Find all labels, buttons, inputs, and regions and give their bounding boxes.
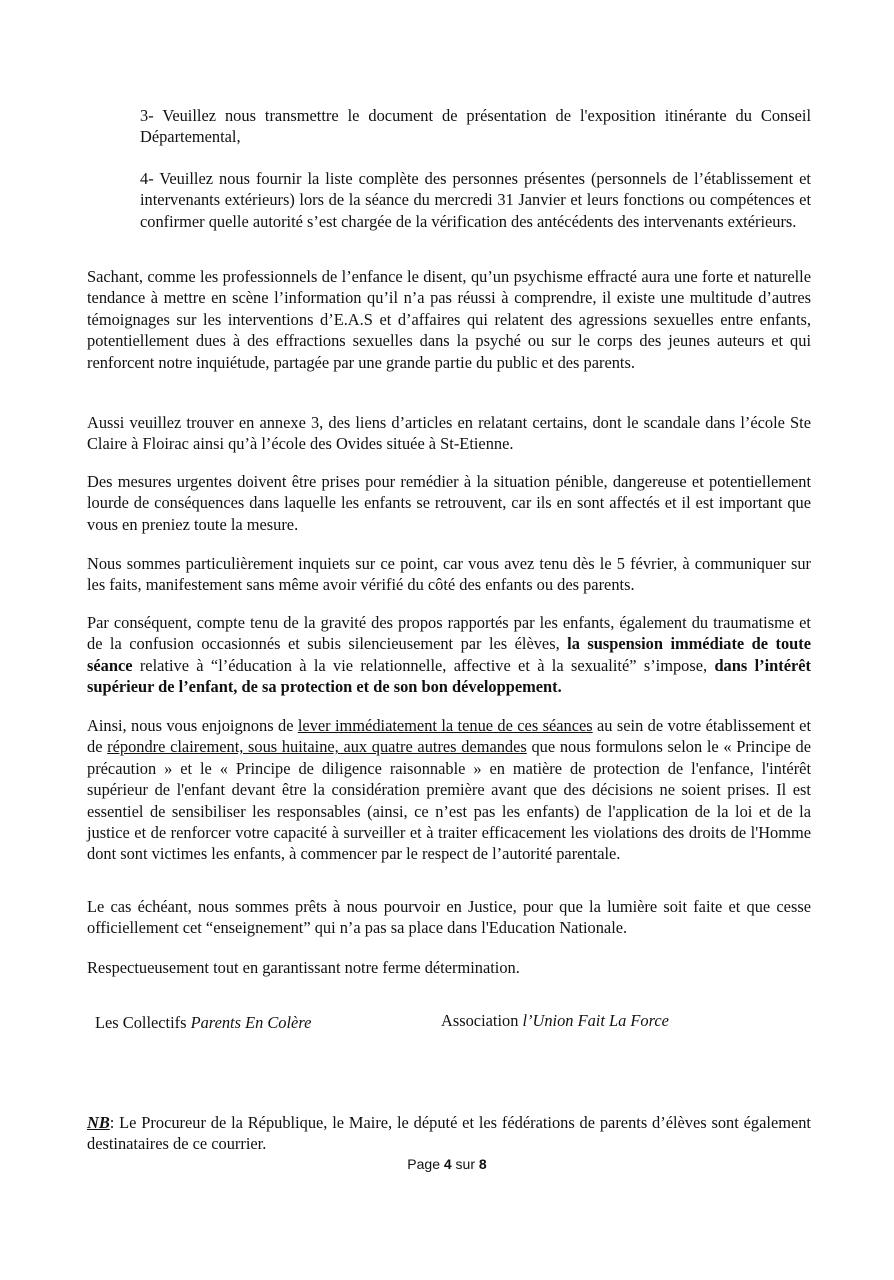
- suspension-bold-interest: dans l’intérêt supérieur de l’enfant, de sa protection et de son bon développement.: [87, 655, 811, 697]
- nb-label: NB: [87, 1113, 110, 1132]
- suspension-text-c: relative à “l’éducation à la vie relationnelle, affective et à la sexualité” s’impose,: [132, 655, 715, 675]
- signature-left-name: Parents En Colère: [190, 1013, 312, 1032]
- suspension-text-a: Par conséquent, compte tenu de la gravité des propos rapportés par les enfants, également du traumatisme et de la confusion occasionnés et subis silencieusement par les élèves,: [87, 613, 811, 654]
- nb-text: : Le Procureur de la République, le Maire, le député et les fédérations de parents d’élèves sont également destinataires de ce courrier.: [87, 1113, 811, 1154]
- paragraph-testimonies: Sachant, comme les professionnels de l’enfance le disent, qu’un psychisme effracté aura une forte et naturelle tendance à mettre en scène l’information qu’il n’a pas réussi à comprendre, il existe une multitude d’autres témoignages sur les interventions d’E.A.S et d’affaires qui relatent des agressions sexuelles entre enfants, potentiellement dues à des effractions sexuelles dans la psyché ou sur le corps des jeunes auteurs et qui renforcent notre inquiétude, partagée par une grande partie du public et des parents.: [87, 267, 811, 372]
- footer-separator: sur: [451, 1156, 479, 1172]
- footer-current-page: 4: [443, 1156, 452, 1172]
- injunction-underline-respond: répondre clairement, sous huitaine, aux quatre autres demandes: [107, 737, 527, 757]
- injunction-text-e: que nous formulons selon le « Principe de précaution » et le « Principe de diligence raisonnable » en matière de protection de l'enfance, l'intérêt supérieur de l'enfant devant être la considération première avant que des décisions ne soient prises. Il est essentiel de sensibiliser les responsables (ainsi, ce n’est pas les enfants) de l'application de la loi et de la justice et de renforcer votre capacité à surveiller et à traiter efficacement les violations des droits de l'Homme dont sont victimes les enfants, à commencer par le respect de l’autorité parentale.: [87, 737, 811, 864]
- footer-total-pages: 8: [478, 1156, 487, 1172]
- signature-right-name: l’Union Fait La Force: [522, 1011, 669, 1030]
- paragraph-closing: Respectueusement tout en garantissant notre ferme détermination.: [87, 958, 520, 977]
- paragraph-concern: Nous sommes particulièrement inquiets sur ce point, car vous avez tenu dès le 5 février, à communiquer sur les faits, manifestement sans même avoir vérifié du côté des enfants ou des parents.: [87, 554, 811, 595]
- paragraph-injunction: [87, 715, 811, 865]
- paragraph-suspension: [87, 612, 811, 698]
- paragraph-urgent-measures: Des mesures urgentes doivent être prises pour remédier à la situation pénible, dangereuse et potentiellement lourde de conséquences dans laquelle les enfants se retrouvent, car ils en sont affectés et il est important que vous en preniez toute la mesure.: [87, 472, 811, 534]
- paragraph-justice: Le cas échéant, nous sommes prêts à nous pourvoir en Justice, pour que la lumière soit faite et que cesse officiellement cet “enseignement” qui n’a pas sa place dans l'Education Nationale.: [87, 897, 811, 938]
- signature-association: [441, 1010, 669, 1031]
- injunction-text-a: Ainsi, nous vous enjoignons de: [87, 716, 298, 735]
- signature-right-prefix: Association: [441, 1011, 523, 1030]
- request-item-3: 3- Veuillez nous transmettre le document de présentation de l'exposition itinérante du Conseil Départemental,: [140, 106, 811, 147]
- request-item-4: 4- Veuillez nous fournir la liste complète des personnes présentes (personnels de l’établissement et intervenants extérieurs) lors de la séance du mercredi 31 Janvier et leurs fonctions ou compétences et confirmer quelle autorité s’est chargée de la vérification des antécédents des intervenants extérieurs.: [140, 169, 811, 231]
- paragraph-annex: Aussi veuillez trouver en annexe 3, des liens d’articles en relatant certains, dont le scandale dans l’école Ste Claire à Floirac ainsi qu’à l’école des Ovides située à St-Etienne.: [87, 413, 811, 454]
- signature-left-prefix: Les Collectifs: [95, 1013, 191, 1032]
- injunction-text-c: au sein de votre établissement et de: [87, 716, 811, 757]
- injunction-underline-lift: lever immédiatement la tenue de ces séances: [297, 716, 593, 735]
- nb-note: [87, 1112, 811, 1155]
- footer-page-word: Page: [407, 1156, 444, 1172]
- page-footer: [0, 1154, 894, 1175]
- signature-collectifs: [95, 1012, 311, 1033]
- suspension-bold-demand: la suspension immédiate de toute séance: [87, 634, 812, 675]
